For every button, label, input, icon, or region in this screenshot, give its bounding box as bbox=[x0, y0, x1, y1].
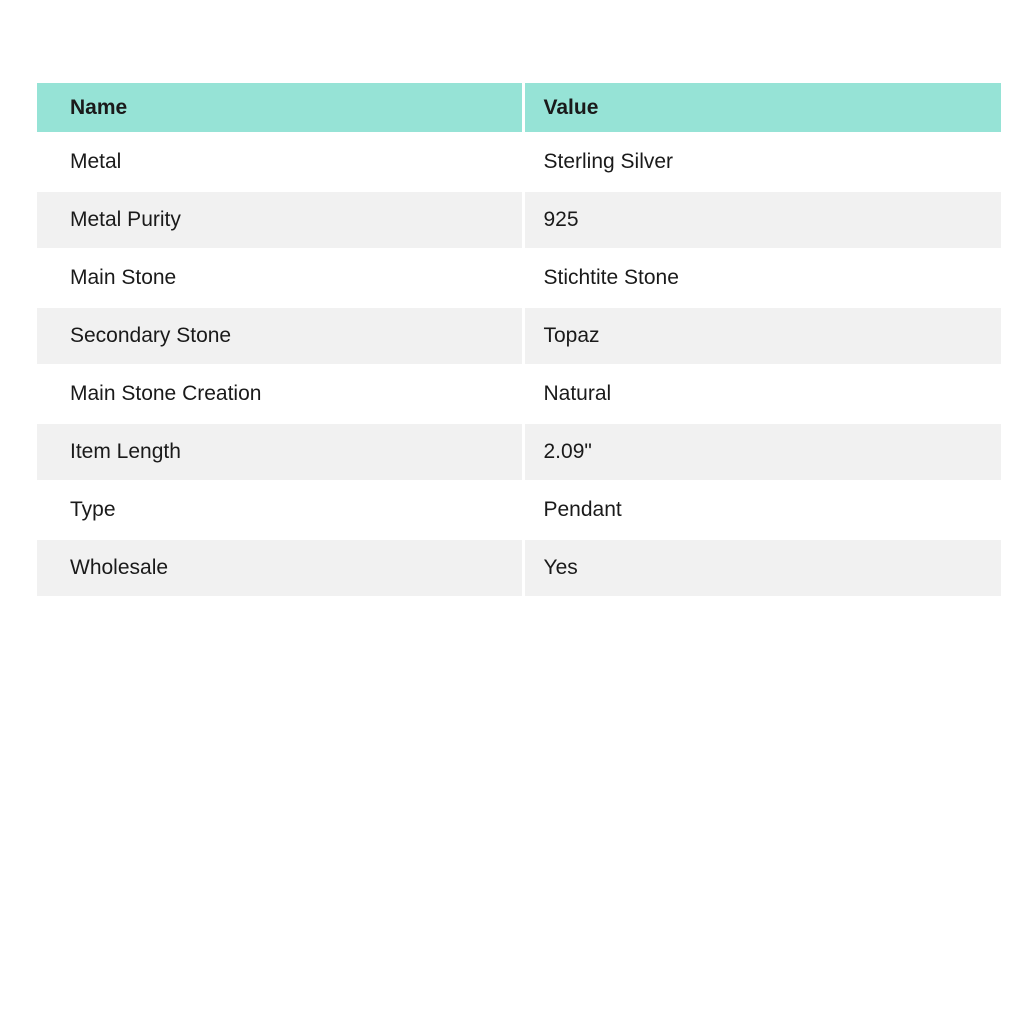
table-body bbox=[37, 133, 1001, 597]
table-row bbox=[37, 481, 1001, 539]
attribute-name-cell: Main Stone bbox=[37, 249, 523, 307]
attribute-value-cell: 2.09" bbox=[523, 423, 1001, 481]
attribute-name-cell: Type bbox=[37, 481, 523, 539]
table-row bbox=[37, 249, 1001, 307]
attribute-value-cell: Stichtite Stone bbox=[523, 249, 1001, 307]
table-row bbox=[37, 423, 1001, 481]
attribute-name-cell: Secondary Stone bbox=[37, 307, 523, 365]
attribute-name-cell: Metal bbox=[37, 133, 523, 191]
attribute-value-cell: Topaz bbox=[523, 307, 1001, 365]
table-row bbox=[37, 539, 1001, 597]
table-row bbox=[37, 133, 1001, 191]
attribute-name-cell: Main Stone Creation bbox=[37, 365, 523, 423]
product-attributes-table bbox=[37, 83, 1001, 598]
attribute-name-cell: Metal Purity bbox=[37, 191, 523, 249]
attribute-name-cell: Wholesale bbox=[37, 539, 523, 597]
column-header-name: Name bbox=[37, 83, 523, 133]
attribute-value-cell: Sterling Silver bbox=[523, 133, 1001, 191]
table-row bbox=[37, 365, 1001, 423]
column-header-value: Value bbox=[523, 83, 1001, 133]
attribute-value-cell: 925 bbox=[523, 191, 1001, 249]
attribute-value-cell: Natural bbox=[523, 365, 1001, 423]
attribute-value-cell: Yes bbox=[523, 539, 1001, 597]
table-row bbox=[37, 307, 1001, 365]
attribute-name-cell: Item Length bbox=[37, 423, 523, 481]
header-row bbox=[37, 83, 1001, 133]
table-row bbox=[37, 191, 1001, 249]
table-header bbox=[37, 83, 1001, 133]
attribute-value-cell: Pendant bbox=[523, 481, 1001, 539]
